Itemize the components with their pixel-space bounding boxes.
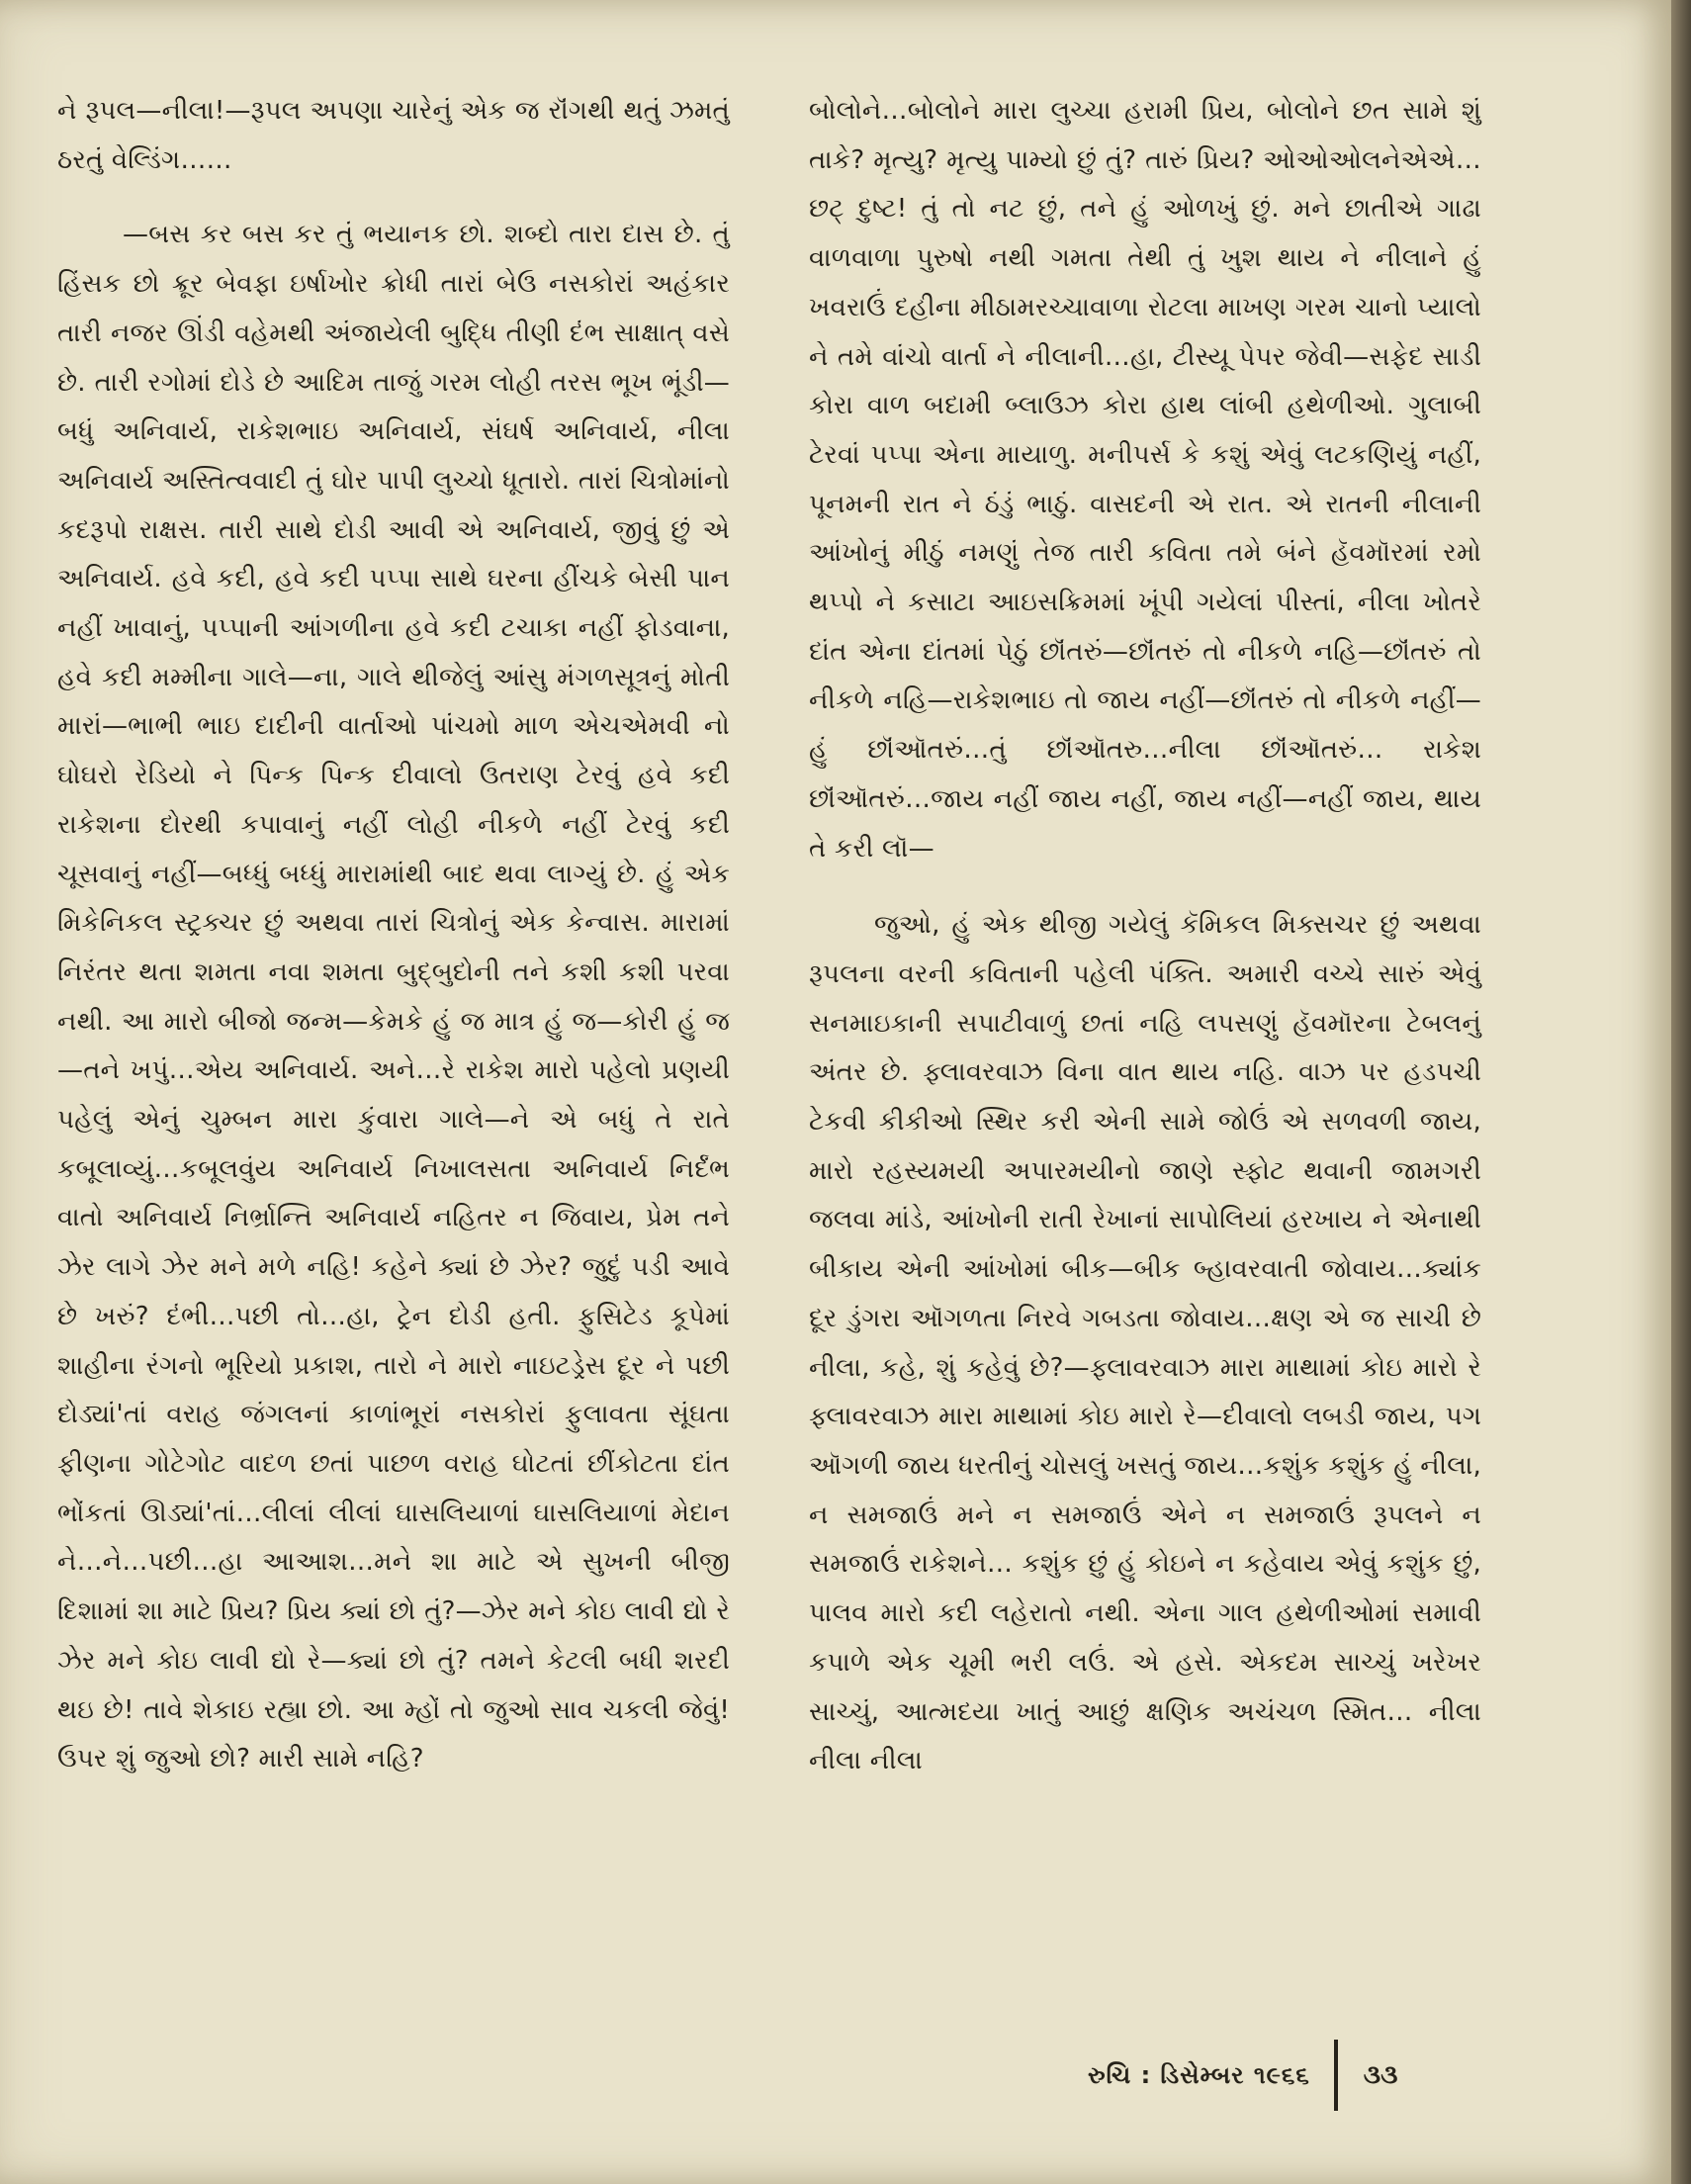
opening-line: ને રૂપલ—નીલા!—રૂપલ અપણા ચારેનું એક જ રૉંગથી થતું ઝમતું ઠરતું વેલ્ડિંગ…… — [57, 96, 730, 175]
body-paragraph: બોલોને…બોલોને મારા લુચ્ચા હરામી પ્રિય, બોલોને છત સામે શું તાકે? મૃત્યુ? મૃત્યુ પામ્યો છું તું? તારું પ્રિય? ઓઓઓલનેએએ…છટ્ દુષ્ટ! તું તો નટ છું, તને હું ઓળખું છું. મને છાતીએ ગાઢા વાળવાળા પુરુષો નથી ગમતા તેથી તું ખુશ થાય ને નીલાને હું ખવરાઉં દહીના મીઠામરચ્ચાવાળા રોટલા માખણ ગરમ ચાનો પ્યાલો ને તમે વાંચો વાર્તા ને નીલાની…હા, ટીસ્યૂ પેપર જેવી—સફેદ સાડી કોરા વાળ બદામી બ્લાઉઝ કોરા હાથ લાંબી હથેળીઓ. ગુલાબી ટેરવાં પપ્પા એના માયાળુ. મનીપર્સ કે કશું એવું લટકણિયું નહીં, પૂનમની રાત ને ઠંડું ભાઠું. વાસદની એ રાત. એ રાતની નીલાની આંખોનું મીઠું નમણું તેજ તારી કવિતા તમે બંને હૅવમૉરમાં રમો થપ્પો ને કસાટા આઇસક્રિમમાં ખૂંપી ગયેલાં પીસ્તાં, નીલા ખોતરે દાંત એના દાંતમાં પેઠું છૉંતરું—છૉંતરું તો નીકળે નહિ—છૉંતરું તો નીકળે નહિ—રાકેશભાઇ તો જાય નહીં—છૉંતરું તો નીકળે નહીં—હું છૉંઑતરું…તું છૉંઑતરુ…નીલા છૉંઑતરું… રાકેશ છૉંઑતરું…જાય નહીં જાય નહીં, જાય નહીં—નહીં જાય, થાય તે કરી લૉ— — [809, 96, 1481, 864]
right-text-column — [809, 87, 1481, 1786]
footer-divider — [1334, 2040, 1338, 2111]
body-paragraph: —બસ કર બસ કર તું ભયાનક છો. શબ્દો તારા દાસ છે. તું હિંસક છો ક્રૂર બેવફા ઇર્ષાખોર ક્રોધી તારાં બેઉ નસકોરાં અહંકાર તારી નજર ઊંડી વહેમથી અંજાયેલી બુદ્ધિ તીણી દંભ સાક્ષાત્ વસે છે. તારી રગોમાં દોડે છે આદિમ તાજું ગરમ લોહી તરસ ભૂખ ભૂંડી—બધું અનિવાર્ય, રાકેશભાઇ અનિવાર્ય, સંઘર્ષ અનિવાર્ય, નીલા અનિવાર્ય અસ્તિત્વવાદી તું ઘોર પાપી લુચ્ચો ધૂતારો. તારાં ચિત્રોમાંનો કદરૂપો રાક્ષસ. તારી સાથે દોડી આવી એ અનિવાર્ય, જીવું છું એ અનિવાર્ય. હવે કદી, હવે કદી પપ્પા સાથે ઘરના હીંચકે બેસી પાન નહીં ખાવાનું, પપ્પાની આંગળીના હવે કદી ટચાકા નહીં ફોડવાના, હવે કદી મમ્મીના ગાલે—ના, ગાલે થીજેલું આંસુ મંગળસૂત્રનું મોતી મારાં—ભાભી ભાઇ દાદીની વાર્તાઓ પાંચમો માળ એચએમવી નો ઘોઘરો રેડિયો ને પિન્ક પિન્ક દીવાલો ઉતરાણ ટેરવું હવે કદી રાકેશના દોરથી કપાવાનું નહીં લોહી નીકળે નહીં ટેરવું કદી ચૂસવાનું નહીં—બધ્ધું બધ્ધું મારામાંથી બાદ થવા લાગ્યું છે. હું એક મિકેનિકલ સ્ટ્રક્ચર છું અથવા તારાં ચિત્રોનું એક કેન્વાસ. મારામાં નિરંતર થતા શમતા નવા શમતા બુદ્બુદોની તને કશી કશી પરવા નથી. આ મારો બીજો જન્મ—કેમકે હું જ માત્ર હું જ—કોરી હું જ—તને ખપું…એય અનિવાર્ય. અને…રે રાકેશ મારો પહેલો પ્રણયી પહેલું એનું ચુમ્બન મારા કુંવારા ગાલે—ને એ બધું તે રાતે કબૂલાવ્યું…કબૂલવુંય અનિવાર્ય નિખાલસતા અનિવાર્ય નિર્દંભ વાતો અનિવાર્ય નિર્ભ્રાન્તિ અનિવાર્ય નહિતર ન જિવાય, પ્રેમ તને ઝેર લાગે ઝેર મને મળે નહિ! કહેને ક્યાં છે ઝેર? જુદું પડી આવે છે ખરું? દંભી…પછી તો…હા, ટ્રેન દોડી હતી. ફુસિટેડ કૂપેમાં શાહીના રંગનો ભૂરિયો પ્રકાશ, તારો ને મારો નાઇટડ્રેસ દૂર ને પછી દોડ્યાં'તાં વરાહ જંગલનાં કાળાંભૂરાં નસકોરાં ફુલાવતા સૂંઘતા ફીણના ગોટેગોટ વાદળ છતાં પાછળ વરાહ ઘોટતાં છીંકોટતા દાંત ભોંકતાં ઊડ્યાં'તાં…લીલાં લીલાં ઘાસલિયાળાં ઘાસલિયાળાં મેદાન ને…ને…પછી…હા આઆશ…મને શા માટે એ સુખની બીજી દિશામાં શા માટે પ્રિય? પ્રિય ક્યાં છો તું?—ઝેર મને કોઇ લાવી દ્યો રે ઝેર મને કોઇ લાવી દ્યો રે—ક્યાં છો તું? તમને કેટલી બધી શરદી થઇ છે! તાવે શેકાઇ રહ્યા છો. આ મ્હોં તો જુઓ સાવ ચકલી જેવું! ઉપર શું જુઓ છો? મારી સામે નહિ? — [57, 220, 730, 1774]
body-paragraph: જુઓ, હું એક થીજી ગયેલું કૅમિકલ મિક્સચર છું અથવા રૂપલના વરની કવિતાની પહેલી પંક્તિ. અમારી વચ્ચે સારું એવું સનમાઇકાની સપાટીવાળું છતાં નહિ લપસણું હૅવમૉરના ટેબલનું અંતર છે. ફ્લાવરવાઝ વિના વાત થાય નહિ. વાઝ પર હડપચી ટેકવી કીકીઓ સ્થિર કરી એની સામે જોઉં એ સળવળી જાય, મારો રહસ્યમયી અપારમયીનો જાણે સ્ફોટ થવાની જામગરી જલવા માંડે, આંખોની રાતી રેખાનાં સાપોલિયાં હરખાય ને એનાથી બીકાય એની આંખોમાં બીક—બીક બ્હાવરવાતી જોવાય…ક્યાંક દૂર ડુંગરા ઑગળતા નિરવે ગબડતા જોવાય…ક્ષણ એ જ સાચી છે નીલા, કહે, શું કહેવું છે?—ફ્લાવરવાઝ મારા માથામાં કોઇ મારો રે ફ્લાવરવાઝ મારા માથામાં કોઇ મારો રે—દીવાલો લબડી જાય, પગ ઑગળી જાય ધરતીનું ચોસલું ખસતું જાય…કશુંક કશુંક હું નીલા, ન સમજાઉં મને ન સમજાઉં એને ન સમજાઉં રૂપલને ન સમજાઉં રાકેશને… કશુંક છું હું કોઇને ન કહેવાય એવું કશુંક છું, પાલવ મારો કદી લહેરાતો નથી. એના ગાલ હથેળીઓમાં સમાવી કપાળે એક ચૂમી ભરી લઉં. એ હસે. એકદમ સાચ્ચું ખરેખર સાચ્ચું, આત્મદયા ખાતું આછું ક્ષણિક અચંચળ સ્મિત… નીલા નીલા નીલા — [809, 910, 1481, 1776]
page-footer — [1088, 2048, 1397, 2103]
page-number: ૩૩ — [1363, 2059, 1398, 2090]
journal-issue-label: રુચિ : ડિસેમ્બર ૧૯૬૬ — [1088, 2061, 1310, 2089]
page-edge-shadow — [1671, 0, 1691, 2184]
left-text-column — [57, 87, 730, 1784]
